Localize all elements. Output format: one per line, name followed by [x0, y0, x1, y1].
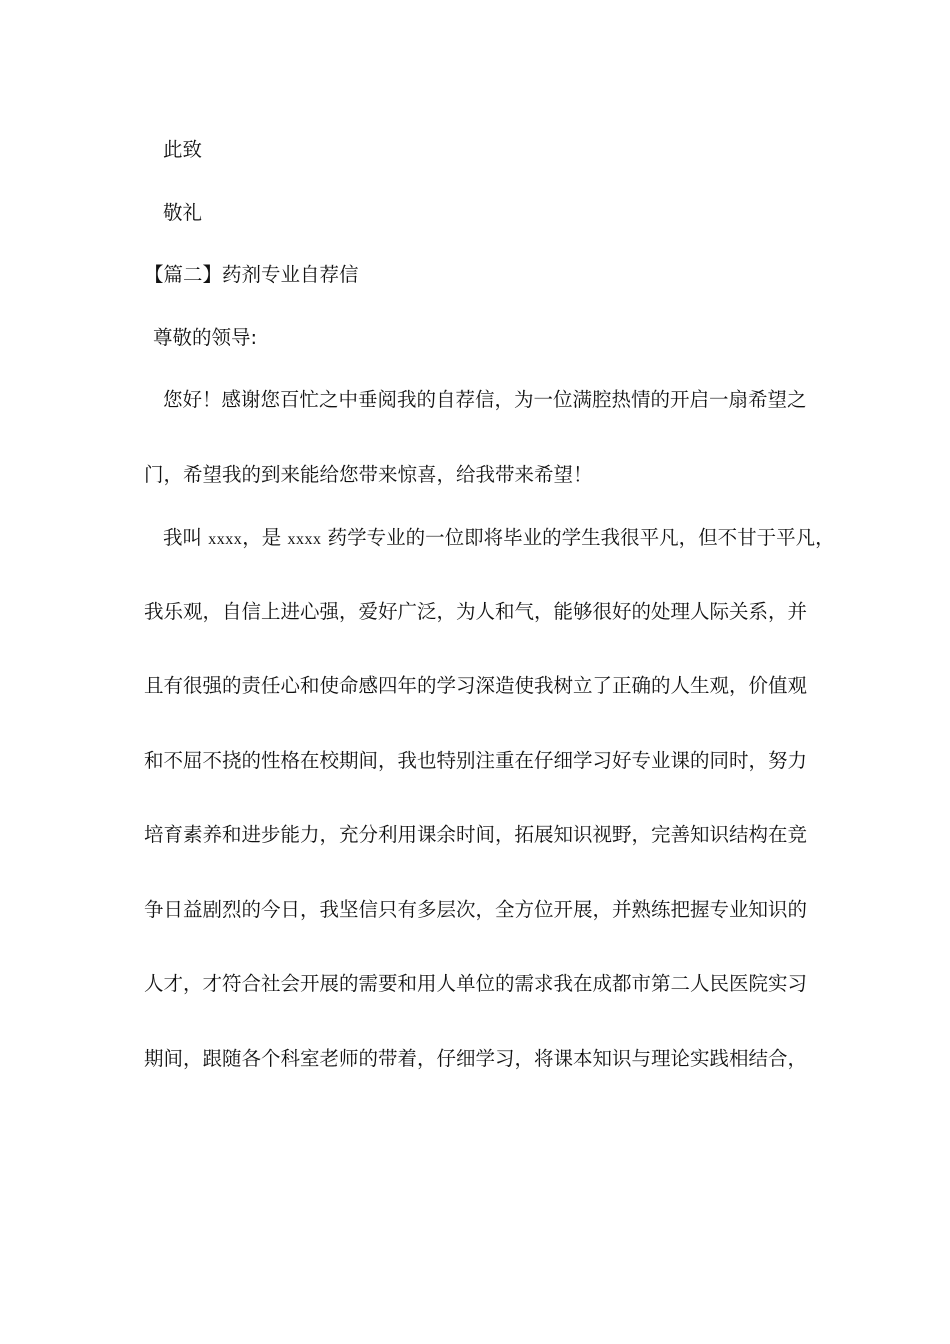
salutation: 尊敬的领导:	[153, 326, 258, 349]
paragraph-line: 培育素养和进步能力，充分利用课余时间，拓展知识视野，完善知识结构在竞	[144, 823, 808, 846]
paragraph-line: 期间，跟随各个科室老师的带着，仔细学习，将课本知识与理论实践相结合，	[144, 1047, 808, 1070]
paragraph-line: 我乐观，自信上进心强，爱好广泛，为人和气，能够很好的处理人际关系，并	[144, 600, 808, 623]
section-heading: 【篇二】药剂专业自荐信	[144, 263, 359, 286]
closing-line: 此致	[163, 138, 203, 161]
name-placeholder: xxxx	[208, 531, 243, 548]
text-run: ，是	[242, 526, 282, 549]
paragraph-line	[163, 524, 835, 554]
paragraph-line: 且有很强的责任心和使命感四年的学习深造使我树立了正确的人生观，价值观	[144, 674, 808, 697]
paragraph-line: 门，希望我的到来能给您带来惊喜，给我带来希望！	[144, 463, 593, 486]
paragraph-line: 争日益剧烈的今日，我坚信只有多层次，全方位开展，并熟练把握专业知识的	[144, 898, 808, 921]
text-run: 我叫	[163, 526, 203, 549]
school-placeholder: xxxx	[287, 531, 322, 548]
closing-line: 敬礼	[163, 201, 203, 224]
paragraph-line: 您好！感谢您百忙之中垂阅我的自荐信，为一位满腔热情的开启一扇希望之	[163, 388, 807, 411]
paragraph-line: 人才，才符合社会开展的需要和用人单位的需求我在成都市第二人民医院实习	[144, 972, 808, 995]
paragraph-line: 和不屈不挠的性格在校期间，我也特别注重在仔细学习好专业课的同时，努力	[144, 749, 808, 772]
text-run: 药学专业的一位即将毕业的学生我很平凡，但不甘于平凡，	[327, 526, 835, 549]
